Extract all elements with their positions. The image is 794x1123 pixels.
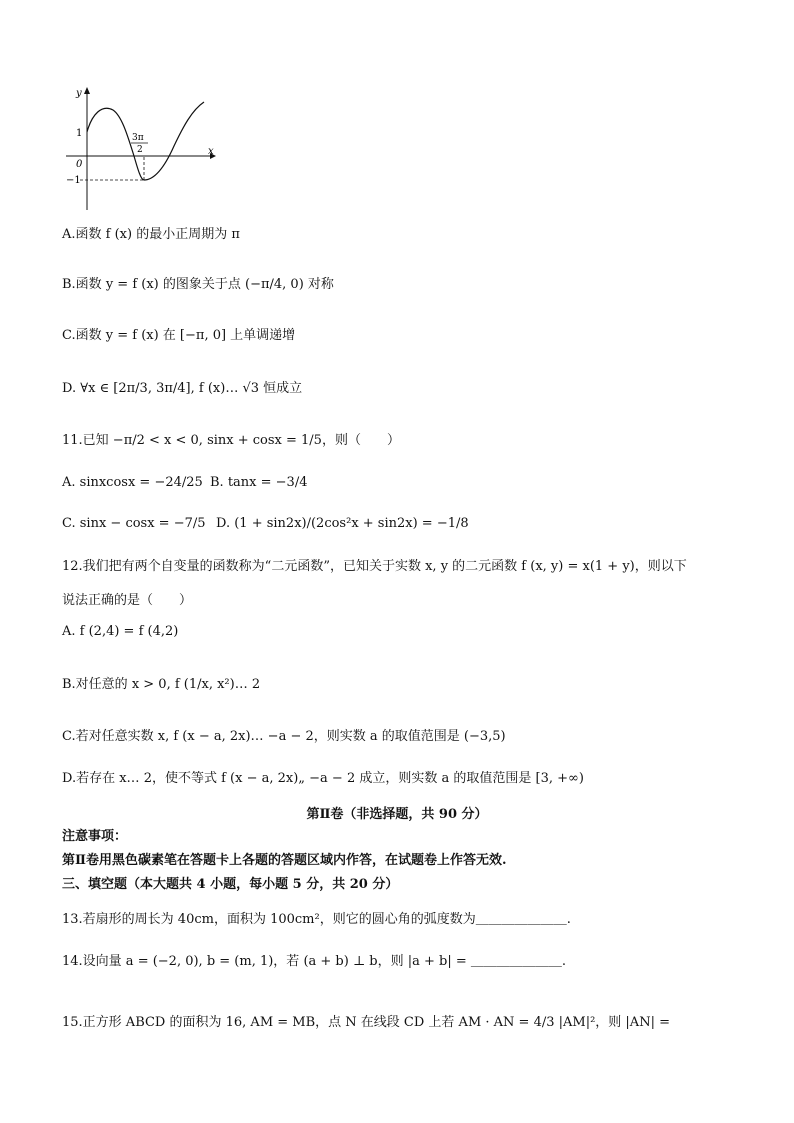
y-axis-label: y — [76, 88, 82, 99]
q12-option-a: A. f (2,4) = f (4,2) — [62, 624, 179, 639]
q12-option-c: C.若对任意实数 x, f (x − a, 2x)… −a − 2，则实数 a 的取值范围是 (−3,5) — [62, 729, 506, 744]
q12-option-b: B.对任意的 x > 0, f (1/x, x²)… 2 — [62, 677, 261, 692]
q10-option-d: D. ∀x ∈ [2π/3, 3π/4], f (x)… √3 恒成立 — [62, 381, 303, 396]
q10-option-a: A.函数 f (x) 的最小正周期为 π — [62, 227, 240, 242]
section-title: 三、填空题（本大题共 4 小题，每小题 5 分，共 20 分） — [62, 877, 399, 892]
q12-stem-line2: 说法正确的是（ ） — [62, 593, 193, 608]
q10-option-b: B.函数 y = f (x) 的图象关于点 (−π/4, 0) 对称 — [62, 277, 334, 292]
sine-curve — [87, 102, 204, 180]
q13: 13.若扇形的周长为 40cm，面积为 100cm²，则它的圆心角的弧度数为＿＿＿＿＿＿＿. — [62, 912, 571, 927]
q14: 14.设向量 a = (−2, 0), b = (m, 1)，若 (a + b) ⊥ b，则 |a + b| = ＿＿＿＿＿＿＿. — [62, 954, 567, 969]
q12-stem-line1: 12.我们把有两个自变量的函数称为“二元函数”，已知关于实数 x, y 的二元函数 f (x, y) = x(1 + y)，则以下 — [62, 559, 687, 574]
x-axis-label: x — [208, 146, 214, 157]
q11-option-c: C. sinx − cosx = −7/5 — [62, 516, 206, 531]
q11-option-a: A. sinxcosx = −24/25 — [62, 475, 203, 490]
origin-label: 0 — [76, 159, 83, 170]
sine-graph — [58, 82, 228, 214]
q11-option-b: B. tanx = −3/4 — [210, 475, 308, 490]
q11-option-d: D. (1 + sin2x)/(2cos²x + sin2x) = −1/8 — [216, 516, 469, 531]
notice-text: 第Ⅱ卷用黑色碳素笔在答题卡上各题的答题区域内作答，在试题卷上作答无效. — [62, 853, 507, 868]
part2-title: 第Ⅱ卷（非选择题，共 90 分） — [306, 807, 488, 822]
tick-one-label: 1 — [76, 128, 83, 139]
tick-neg-one-label: −1 — [66, 175, 81, 186]
tick-three-pi-denominator: 2 — [137, 145, 143, 155]
y-axis-arrow — [84, 87, 90, 94]
tick-three-pi-numerator: 3π — [132, 133, 144, 143]
q12-option-d: D.若存在 x… 2，使不等式 f (x − a, 2x)„ −a − 2 成立，则实数 a 的取值范围是 [3, +∞) — [62, 771, 584, 786]
q11-stem: 11.已知 −π/2 < x < 0, sinx + cosx = 1/5，则（ ） — [62, 433, 400, 448]
q10-option-c: C.函数 y = f (x) 在 [−π, 0] 上单调递增 — [62, 328, 296, 343]
notice-title: 注意事项： — [62, 829, 128, 844]
q15: 15.正方形 ABCD 的面积为 16, AM = MB，点 N 在线段 CD 上若 AM · AN = 4/3 |AM|²，则 |AN| = — [62, 1015, 670, 1030]
